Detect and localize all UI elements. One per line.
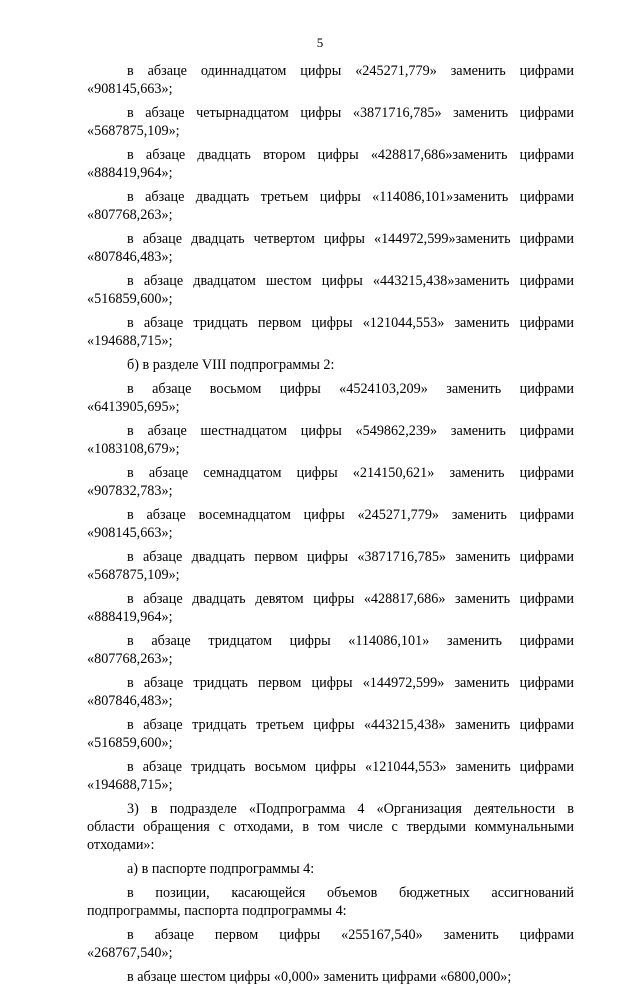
paragraph xyxy=(87,356,574,374)
paragraph-line: в абзаце двадцатом шестом цифры «443215,438»заменить цифрами xyxy=(127,273,574,289)
paragraph-continuation: «268767,540»; xyxy=(87,945,173,961)
paragraph-line: в абзаце двадцать втором цифры «428817,686»заменить цифрами xyxy=(127,147,574,163)
paragraph xyxy=(87,272,574,308)
paragraph-continuation: «194688,715»; xyxy=(87,333,173,349)
paragraph-line: в абзаце тридцать третьем цифры «443215,438» заменить цифрами xyxy=(127,717,574,733)
paragraph-line: а) в паспорте подпрограммы 4: xyxy=(127,861,315,877)
paragraph-continuation: отходами»: xyxy=(87,837,155,853)
paragraph-continuation: «807768,263»; xyxy=(87,651,173,667)
paragraph xyxy=(87,62,574,98)
paragraph-continuation: области обращения с отходами, в том числе с твердыми коммунальными xyxy=(87,819,574,835)
paragraph-line: в абзаце четырнадцатом цифры «3871716,785» заменить цифрами xyxy=(127,105,574,121)
paragraph-line: в абзаце шестнадцатом цифры «549862,239» заменить цифрами xyxy=(127,423,574,439)
paragraph-continuation: подпрограммы, паспорта подпрограммы 4: xyxy=(87,903,347,919)
paragraph xyxy=(87,464,574,500)
document-body xyxy=(87,62,574,992)
paragraph-continuation: «907832,783»; xyxy=(87,483,173,499)
paragraph-line: в абзаце двадцать третьем цифры «114086,101»заменить цифрами xyxy=(127,189,574,205)
paragraph-continuation: «6413905,695»; xyxy=(87,399,180,415)
paragraph-continuation: «516859,600»; xyxy=(87,735,173,751)
paragraph xyxy=(87,590,574,626)
paragraph-line: в абзаце двадцать первом цифры «3871716,785» заменить цифрами xyxy=(127,549,574,565)
paragraph-line: в абзаце двадцать девятом цифры «428817,686» заменить цифрами xyxy=(127,591,574,607)
paragraph xyxy=(87,884,574,920)
paragraph-line: в абзаце первом цифры «255167,540» заменить цифрами xyxy=(127,927,574,943)
paragraph xyxy=(87,506,574,542)
paragraph-line: в абзаце двадцать четвертом цифры «144972,599»заменить цифрами xyxy=(127,231,574,247)
paragraph xyxy=(87,674,574,710)
paragraph xyxy=(87,758,574,794)
paragraph-continuation: «516859,600»; xyxy=(87,291,173,307)
paragraph-line: в абзаце восьмом цифры «4524103,209» заменить цифрами xyxy=(127,381,574,397)
paragraph xyxy=(87,314,574,350)
paragraph-continuation: «5687875,109»; xyxy=(87,123,180,139)
paragraph xyxy=(87,380,574,416)
paragraph-line: в абзаце одиннадцатом цифры «245271,779» заменить цифрами xyxy=(127,63,574,79)
paragraph-continuation: «807846,483»; xyxy=(87,693,173,709)
paragraph-continuation: «908145,663»; xyxy=(87,81,173,97)
paragraph-line: 3) в подразделе «Подпрограмма 4 «Организация деятельности в xyxy=(127,801,574,817)
paragraph-continuation: «888419,964»; xyxy=(87,165,173,181)
paragraph xyxy=(87,860,574,878)
paragraph xyxy=(87,926,574,962)
paragraph-line: в абзаце тридцать первом цифры «144972,599» заменить цифрами xyxy=(127,675,574,691)
paragraph-line: в абзаце тридцать первом цифры «121044,553» заменить цифрами xyxy=(127,315,574,331)
paragraph-continuation: «807768,263»; xyxy=(87,207,173,223)
paragraph-continuation: «1083108,679»; xyxy=(87,441,180,457)
paragraph-continuation: «888419,964»; xyxy=(87,609,173,625)
paragraph-line: в абзаце восемнадцатом цифры «245271,779» заменить цифрами xyxy=(127,507,574,523)
paragraph-continuation: «908145,663»; xyxy=(87,525,173,541)
paragraph xyxy=(87,104,574,140)
paragraph-line: в абзаце семнадцатом цифры «214150,621» заменить цифрами xyxy=(127,465,574,481)
paragraph xyxy=(87,632,574,668)
paragraph-line: в абзаце тридцатом цифры «114086,101» заменить цифрами xyxy=(127,633,574,649)
paragraph-continuation: «194688,715»; xyxy=(87,777,173,793)
paragraph-continuation: «807846,483»; xyxy=(87,249,173,265)
paragraph xyxy=(87,188,574,224)
paragraph-line: б) в разделе VIII подпрограммы 2: xyxy=(127,357,335,373)
paragraph-line: в абзаце шестом цифры «0,000» заменить цифрами «6800,000»; xyxy=(127,969,512,985)
paragraph xyxy=(87,716,574,752)
paragraph-continuation: «5687875,109»; xyxy=(87,567,180,583)
paragraph xyxy=(87,230,574,266)
paragraph-line: в абзаце тридцать восьмом цифры «121044,553» заменить цифрами xyxy=(127,759,574,775)
paragraph xyxy=(87,968,574,986)
paragraph xyxy=(87,800,574,854)
paragraph xyxy=(87,548,574,584)
paragraph xyxy=(87,146,574,182)
page-number: 5 xyxy=(316,35,324,50)
paragraph xyxy=(87,422,574,458)
paragraph-line: в позиции, касающейся объемов бюджетных ассигнований xyxy=(127,885,574,901)
